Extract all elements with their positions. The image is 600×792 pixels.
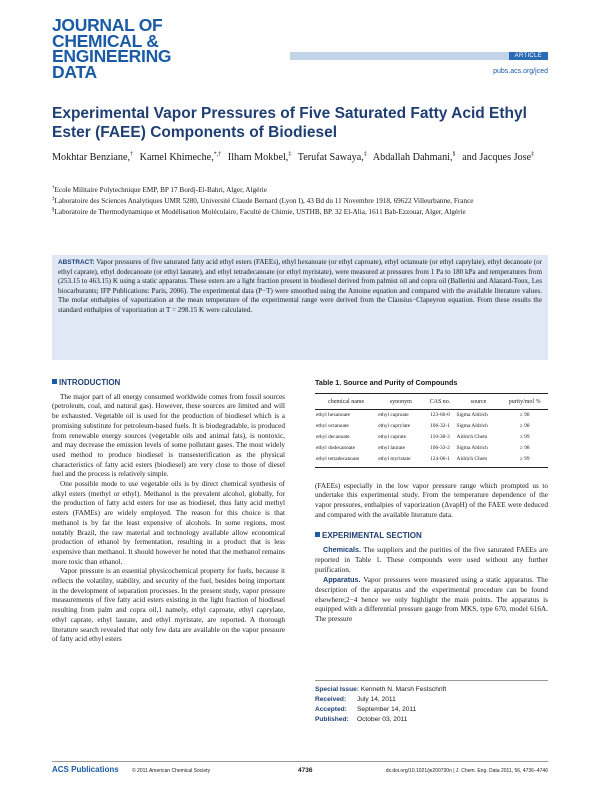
table-header: source xyxy=(456,393,502,409)
table-row: ethyl decanoate ethyl caprate 110-38-3 Aldrich Chem ≥ 99 xyxy=(316,433,530,440)
author: Terufat Sawaya,‡ xyxy=(297,151,367,163)
journal-logo-line: CHEMICAL & xyxy=(52,30,159,51)
table-header: CAS no. xyxy=(424,393,455,409)
affiliation: §Laboratoire de Thermodynamique et Modélisation Moléculaire, Faculté de Chimie, USTHB, BP. 32 El-Alia, 1611 Bab-Ezzouar, Alger, Algérie xyxy=(52,207,466,217)
published-date: Published: October 03, 2011 xyxy=(315,716,408,723)
author: Ilham Mokbel,‡ xyxy=(227,151,292,163)
affiliation: †Ecole Militaire Polytechnique EMP, BP 17 Bordj-El-Bahri, Alger, Algérie xyxy=(52,185,267,194)
special-issue: Special Issue: Kenneth N. Marsh Festschrift xyxy=(315,686,447,693)
abstract-label: ABSTRACT: xyxy=(58,259,95,266)
paragraph: (FAEEs) especially in the low vapor pressure range which prompted us to undertake this experimental study. From the temperature dependence of the vapor pressures, enthalpies of vaporization (ΔvapH) of the FAEE were deduced and compared with the available literature data. xyxy=(315,481,548,519)
author: and Jacques Jose‡ xyxy=(462,151,535,163)
paragraph: Apparatus. Vapor pressures were measured using a static apparatus. The description of the apparatus and the experimental procedure can be found elsewhere;2−4 hence we only highlight the main points. The apparatus is equipped with a differential pressure gauge from MKS, type 670, model 616A. The pressure xyxy=(315,575,548,624)
acs-publications-logo: ACS Publications xyxy=(52,765,119,774)
doi-citation[interactable]: dx.doi.org/10.1021/je200730n | J. Chem. Eng. Data 2011, 56, 4736−4746 xyxy=(385,768,548,774)
journal-logo-line: ENGINEERING xyxy=(52,46,172,66)
paragraph: Vapor pressure is an essential physicochemical property for fuels, because it reflects the volatility, stability, and security of the fuel, besides being important in the development of separation processes. In the present study, vapor pressure measurements of five fatty acid esters existing in the light fraction of biodiesel resulting from palm and copra oil,1 namely, ethyl caproate, ethyl caprylate, ethyl caprate, ethyl laurate, and ethyl myristate, are reported. A thorough literature search revealed that only few data are available on the vapor pressure of fatty acid ethyl esters xyxy=(52,567,285,644)
copyright: © 2011 American Chemical Society xyxy=(132,768,211,774)
table-header: chemical name xyxy=(315,393,377,409)
paragraph: The major part of all energy consumed worldwide comes from fossil sources (petroleum, coal, and natural gas). However, these sources are limited and will be exhausted. Vegetable oil is used for the production of biodiesel which is a promising substitute for petroleum-based fuels. It is biodegradable, is produced from renewable energy sources (vegetable oils and animal fats), is nontoxic, and may decrease the emission levels of some pollutant gases. The most widely used method to produce biodiesel is transesterification as the physical characteristics of fatty acid esters (biodiesel) are very close to those of diesel fuel and the process is relatively simple. xyxy=(52,392,285,479)
table-header: synonym xyxy=(377,393,424,409)
page-footer xyxy=(52,761,548,775)
right-column xyxy=(315,378,548,625)
table-row: ethyl hexanoate ethyl caproate 123-66-0 Sigma Aldrich ≥ 98 xyxy=(316,411,530,418)
author: Mokhtar Benziane,† xyxy=(52,151,134,163)
article-history xyxy=(315,680,548,725)
left-column xyxy=(52,378,285,645)
affiliations xyxy=(52,186,552,219)
table-row: ethyl octanoate ethyl caprylate 106-32-1 Sigma Aldrich ≥ 98 xyxy=(316,422,530,429)
paragraph: One possible mode to use vegetable oils is by direct chemical synthesis of alkyl esters (methyl or ethyl). Methanol is the prevalent alcohol, globally, for the production of fatty acid esters for use as biodiesel, thus fatty acid methyl esters (FAMEs) are widely employed. The reason for this choice is that methanol is by far the least expensive of alcohols. In some regions, most notably Brazil, the raw material and technology available allow economical production of ethanol by fermentation, resulting in a product that is less expensive than methanol. It should however be noted that the methanol remains more toxic than ethanol. xyxy=(52,480,285,566)
author-list xyxy=(52,150,552,165)
author: Kamel Khimeche,*,† xyxy=(139,151,222,163)
page-number: 4736 xyxy=(298,767,313,774)
abstract-text: Vapor pressures of five saturated fatty acid ethyl esters (FAEEs), ethyl hexanoate (or ethyl caproate), ethyl octanoate (or ethyl caprylate), ethyl decanoate (or ethyl caprate), ethyl dodecanoate (or ethyl laurate), and ethyl tetradecanoate (or ethyl myristate), were measured at pressures from 1 Pa to 180 kPa and temperatures from (253.15 to 463.15) K using a static apparatus. These esters are a light fraction present in biodiesel derived from palmist oil and copra oil (Ballerini and Alazard-Toux, Les biocarburants; IFP Publications: Paris, 2006). The experimental data (P−T) were smoothed using the Antoine equation and compared with the available literature values. The molar enthalpies of vaporization at the mean temperature of the experimental range were derived from the Clausius−Clapeyron equation. From these results the standard enthalpies of vaporization at T = 298.15 K were calculated. xyxy=(58,258,542,314)
article-type-tag: ARTICLE xyxy=(509,52,548,60)
author: Abdallah Dahmani,§ xyxy=(372,151,456,163)
accepted-date: Accepted: September 14, 2011 xyxy=(315,706,417,713)
section-square-icon xyxy=(315,532,320,537)
section-heading-experimental: EXPERIMENTAL SECTION xyxy=(315,531,548,541)
journal-logo xyxy=(52,15,182,82)
paragraph: Chemicals. The suppliers and the purities of the five saturated FAEEs are reported in Table 1. These compounds were used without any further purification. xyxy=(315,545,548,574)
journal-url-link[interactable]: pubs.acs.org/jced xyxy=(493,68,548,75)
table-row: ethyl dodecanoate ethyl laurate 106-33-2 Sigma Aldrich ≥ 98 xyxy=(316,444,530,451)
article-type-bar xyxy=(290,52,548,60)
table-row: ethyl tetradecanoate ethyl myristate 124-06-1 Aldrich Chem ≥ 99 xyxy=(315,454,548,468)
journal-logo-line: DATA xyxy=(52,61,97,82)
table-header: purity/mol % xyxy=(501,393,548,409)
article-title: Experimental Vapor Pressures of Five Saturated Fatty Acid Ethyl Ester (FAEE) Components of Biodiesel xyxy=(52,105,527,141)
received-date: Received: July 14, 2011 xyxy=(315,696,396,703)
section-square-icon xyxy=(52,379,57,384)
abstract xyxy=(52,255,548,360)
journal-logo-line: JOURNAL OF xyxy=(52,15,163,35)
compounds-table xyxy=(315,393,548,468)
affiliation: ‡Laboratoire des Sciences Analytiques UMR 5280, Université Claude Bernard (Lyon I), 43 Bd du 11 Novembre 1918, 69622 Villeurbanne, France xyxy=(52,196,474,206)
table-title: Table 1. Source and Purity of Compounds xyxy=(315,378,458,387)
section-heading-introduction: INTRODUCTION xyxy=(52,378,285,388)
